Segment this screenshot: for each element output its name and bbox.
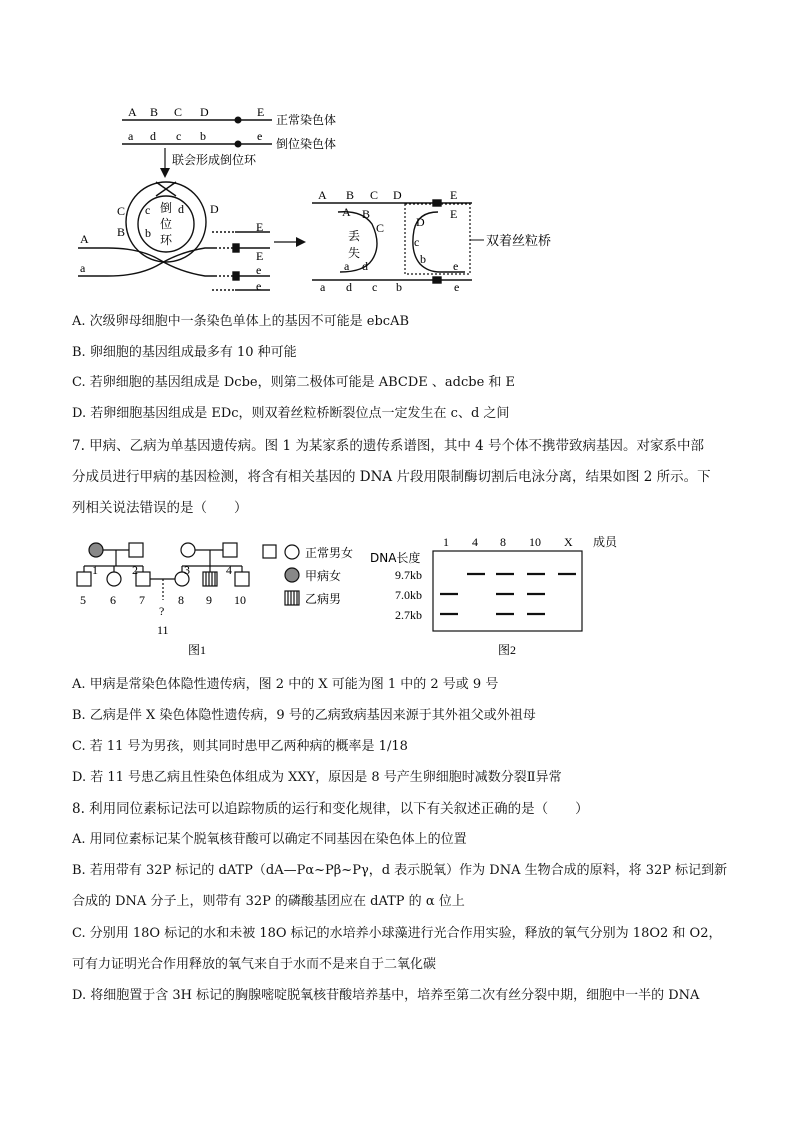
gene-label: D [200, 105, 209, 119]
pedigree [77, 543, 249, 600]
gene-label: A [128, 105, 137, 119]
q6-option-b: B. 卵细胞的基因组成最多有 10 种可能 [72, 345, 297, 360]
svg-text:C: C [376, 221, 385, 235]
svg-text:4: 4 [472, 535, 478, 549]
svg-text:9.7kb: 9.7kb [395, 568, 422, 582]
svg-text:1: 1 [92, 563, 98, 577]
q8-option-c-1: C. 分别用 18O 标记的水和未被 18O 标记的水培养小球藻进行光合作用实验，释放的氧气分别为 18O2 和 O2， [72, 926, 722, 941]
svg-text:e: e [453, 259, 459, 273]
gene-label: d [150, 129, 156, 143]
svg-text:A: A [318, 188, 327, 202]
svg-text:11: 11 [157, 623, 169, 637]
svg-text:e: e [256, 263, 262, 277]
q8-option-b-1: B. 若用带有 32P 标记的 dATP（dA—Pα~Pβ~Pγ，d 表示脱氧）作为 DNA 生物合成的原料，将 32P 标记到新 [72, 863, 728, 878]
gene-label: E [257, 105, 265, 119]
svg-text:甲病女: 甲病女 [305, 569, 342, 583]
svg-text:D: D [393, 188, 402, 202]
svg-text:a: a [344, 259, 350, 273]
svg-text:7.0kb: 7.0kb [395, 588, 422, 602]
svg-text:2.7kb: 2.7kb [395, 608, 422, 622]
svg-text:X: X [564, 535, 573, 549]
inverted-chromosome [122, 129, 336, 151]
svg-text:e: e [256, 279, 262, 293]
gene-label: a [128, 129, 134, 143]
svg-text:5: 5 [80, 593, 86, 607]
svg-text:6: 6 [110, 593, 116, 607]
svg-text:9: 9 [206, 593, 212, 607]
q8-option-a: A. 用同位素标记某个脱氧核苷酸可以确定不同基因在染色体上的位置 [72, 832, 467, 847]
svg-text:B: B [346, 188, 355, 202]
gene-label: e [257, 129, 263, 143]
q7-stem-2: 分成员进行甲病的基因检测，将含有相关基因的 DNA 片段用限制酶切割后电泳分离，结果如图 2 所示。下 [72, 469, 711, 485]
gene-label: B [150, 105, 159, 119]
q7-option-b: B. 乙病是伴 X 染色体隐性遗传病，9 号的乙病致病基因来源于其外祖父或外祖母 [72, 708, 536, 723]
q6-option-d: D. 若卵细胞基因组成是 EDc，则双着丝粒桥断裂位点一定发生在 c、d 之间 [72, 406, 510, 421]
bridge-label: 双着丝粒桥 [486, 234, 552, 249]
svg-text:b: b [145, 226, 151, 240]
svg-text:C: C [117, 204, 126, 218]
svg-text:7: 7 [139, 593, 145, 607]
svg-text:3: 3 [184, 563, 190, 577]
q6-option-c: C. 若卵细胞的基因组成是 Dcbe，则第二极体可能是 ABCDE 、adcbe 和 E [72, 375, 516, 390]
svg-text:d: d [346, 280, 352, 294]
svg-text:10: 10 [529, 535, 541, 549]
svg-text:A: A [80, 232, 89, 246]
label-normal: 正常染色体 [276, 113, 337, 127]
q8-option-b-2: 合成的 DNA 分子上，则带有 32P 的磷酸基团应在 dATP 的 α 位上 [72, 894, 465, 909]
svg-text:c: c [145, 203, 151, 217]
svg-text:正常男女: 正常男女 [305, 546, 354, 560]
svg-text:d: d [362, 259, 368, 273]
legend [263, 545, 299, 605]
svg-text:成员: 成员 [593, 535, 618, 549]
svg-text:失: 失 [348, 246, 361, 260]
svg-text:DNA长度: DNA长度 [370, 551, 421, 565]
svg-text:8: 8 [500, 535, 506, 549]
svg-text:a: a [320, 280, 326, 294]
svg-text:C: C [370, 188, 379, 202]
q8-option-d: D. 将细胞置于含 3H 标记的胸腺嘧啶脱氧核苷酸培养基中，培养至第二次有丝分裂中期，细胞中一半的 DNA [72, 988, 700, 1003]
svg-text:乙病男: 乙病男 [305, 592, 342, 606]
svg-text:E: E [450, 188, 458, 202]
svg-text:A: A [342, 205, 351, 219]
fig2-caption: 图2 [498, 643, 517, 657]
normal-chromosome [122, 105, 336, 127]
svg-text:b: b [396, 280, 402, 294]
svg-text:位: 位 [160, 217, 173, 231]
label-inverted: 倒位染色体 [276, 137, 337, 151]
svg-text:1: 1 [443, 535, 449, 549]
svg-text:10: 10 [234, 593, 246, 607]
svg-text:4: 4 [226, 563, 232, 577]
q7-figures [0, 530, 794, 660]
svg-text:c: c [372, 280, 378, 294]
svg-text:E: E [450, 207, 458, 221]
svg-text:c: c [414, 235, 420, 249]
gene-label: C [174, 105, 183, 119]
svg-text:e: e [454, 280, 460, 294]
svg-text:a: a [80, 261, 86, 275]
fig1-caption: 图1 [188, 643, 207, 657]
label-synapsis: 联会形成倒位环 [172, 153, 257, 167]
svg-text:d: d [178, 202, 184, 216]
svg-text:倒: 倒 [160, 201, 173, 215]
gene-label: c [176, 129, 182, 143]
gel [370, 534, 618, 631]
q7-stem-1: 7. 甲病、乙病为单基因遗传病。图 1 为某家系的遗传系谱图，其中 4 号个体不携带致病基因。对家系中部 [72, 438, 705, 454]
svg-text:b: b [420, 252, 426, 266]
q7-stem-3: 列相关说法错误的是（ ） [72, 500, 248, 516]
svg-text:环: 环 [160, 233, 173, 247]
svg-text:2: 2 [132, 563, 138, 577]
svg-text:?: ? [159, 604, 165, 618]
svg-text:8: 8 [178, 593, 184, 607]
q7-option-c: C. 若 11 号为男孩，则其同时患甲乙两种病的概率是 1/18 [72, 739, 408, 754]
svg-text:D: D [210, 202, 219, 216]
svg-text:E: E [256, 249, 264, 263]
q7-option-a: A. 甲病是常染色体隐性遗传病，图 2 中的 X 可能为图 1 中的 2 号或 9 号 [72, 677, 499, 692]
svg-text:丢: 丢 [348, 229, 361, 243]
q8-option-c-2: 可有力证明光合作用释放的氧气来自于水而不是来自于二氧化碳 [72, 957, 437, 972]
svg-text:D: D [416, 215, 425, 229]
svg-text:B: B [117, 225, 126, 239]
q8-stem: 8. 利用同位素标记法可以追踪物质的运行和变化规律，以下有关叙述正确的是（ ） [72, 801, 589, 817]
q7-option-d: D. 若 11 号患乙病且性染色体组成为 XXY，原因是 8 号产生卵细胞时减数分裂Ⅱ异常 [72, 770, 562, 785]
svg-text:E: E [256, 220, 264, 234]
svg-text:B: B [362, 207, 371, 221]
gene-label: b [200, 129, 206, 143]
q6-option-a: A. 次级卵母细胞中一条染色单体上的基因不可能是 ebcAB [72, 314, 410, 329]
